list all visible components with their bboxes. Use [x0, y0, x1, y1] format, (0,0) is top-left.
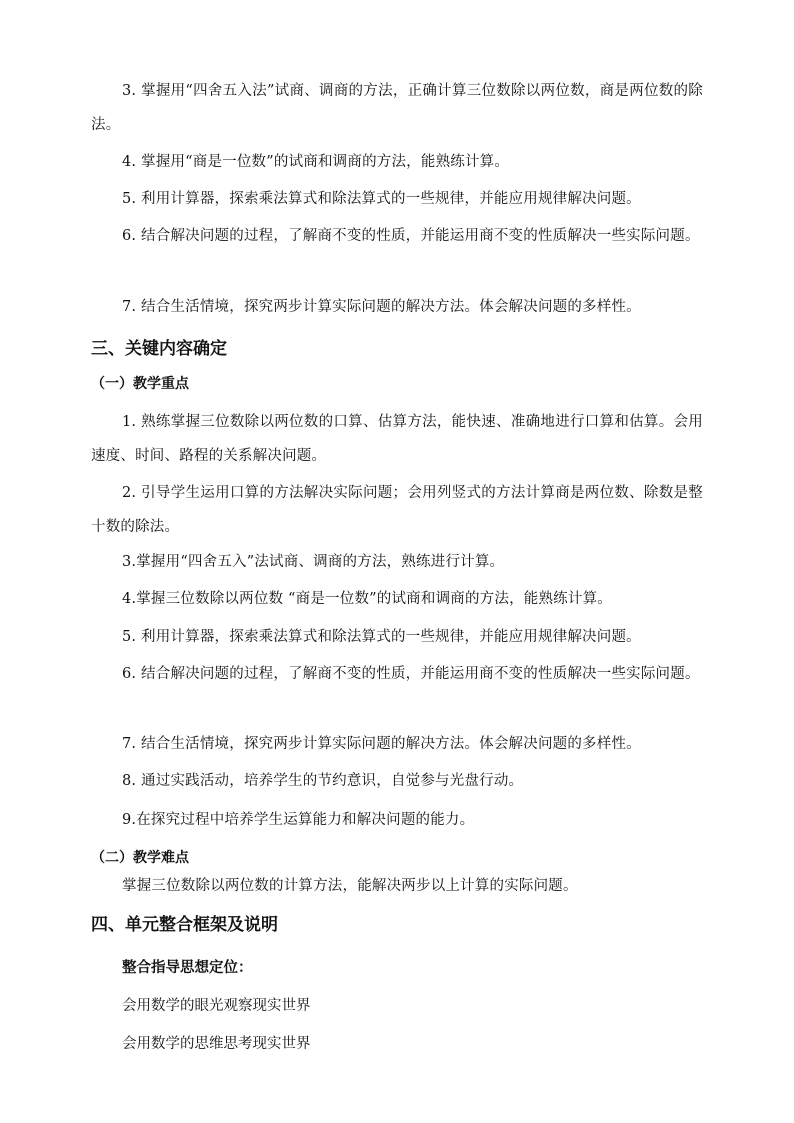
section-4-heading: 四、单元整合框架及说明 — [91, 915, 278, 935]
section-4-line-1: 会用数学的眼光观察现实世界 — [122, 998, 311, 1014]
section-3-heading: 三、关键内容确定 — [91, 339, 227, 359]
key-point-4: 4.掌握三位数除以两位数 “商是一位数”的试商和调商的方法，能熟练计算。 — [122, 591, 612, 607]
goal-item-4: 4. 掌握用“商是一位数”的试商和调商的方法，能熟练计算。 — [122, 154, 510, 170]
goal-item-5: 5. 利用计算器，探索乘法算式和除法算式的一些规律，并能应用规律解决问题。 — [122, 191, 641, 207]
key-point-7: 7. 结合生活情境，探究两步计算实际问题的解决方法。体会解决问题的多样性。 — [122, 736, 641, 752]
key-point-9: 9.在探究过程中培养学生运算能力和解决问题的能力。 — [122, 812, 475, 828]
difficulties-heading: （二）教学难点 — [91, 850, 189, 866]
key-point-1: 1. 熟练掌握三位数除以两位数的口算、估算方法，能快速、准确地进行口算和估算。会用速度、时间、路程的关系解决问题。 — [91, 414, 703, 464]
key-point-3: 3.掌握用“四舍五入”法试商、调商的方法，熟练进行计算。 — [122, 554, 505, 570]
section-4-line-2: 会用数学的思维思考现实世界 — [122, 1036, 311, 1052]
section-4-subheading: 整合指导思想定位： — [122, 960, 253, 976]
key-point-8: 8. 通过实践活动，培养学生的节约意识，自觉参与光盘行动。 — [122, 773, 524, 789]
key-point-6: 6. 结合解决问题的过程，了解商不变的性质，并能运用商不变的性质解决一些实际问题。 — [122, 666, 700, 682]
key-point-2: 2. 引导学生运用口算的方法解决实际问题；会用列竖式的方法计算商是两位数、除数是整十数的除法。 — [91, 485, 703, 535]
key-point-5: 5. 利用计算器，探索乘法算式和除法算式的一些规律，并能应用规律解决问题。 — [122, 629, 641, 645]
goal-item-6: 6. 结合解决问题的过程，了解商不变的性质，并能运用商不变的性质解决一些实际问题。 — [122, 228, 700, 244]
goal-item-7: 7. 结合生活情境，探究两步计算实际问题的解决方法。体会解决问题的多样性。 — [122, 299, 641, 315]
difficulties-text: 掌握三位数除以两位数的计算方法，能解决两步以上计算的实际问题。 — [122, 878, 578, 894]
goal-item-3: 3. 掌握用“四舍五入法”试商、调商的方法，正确计算三位数除以两位数，商是两位数的除法。 — [91, 83, 703, 133]
key-points-heading: （一）教学重点 — [91, 376, 189, 392]
